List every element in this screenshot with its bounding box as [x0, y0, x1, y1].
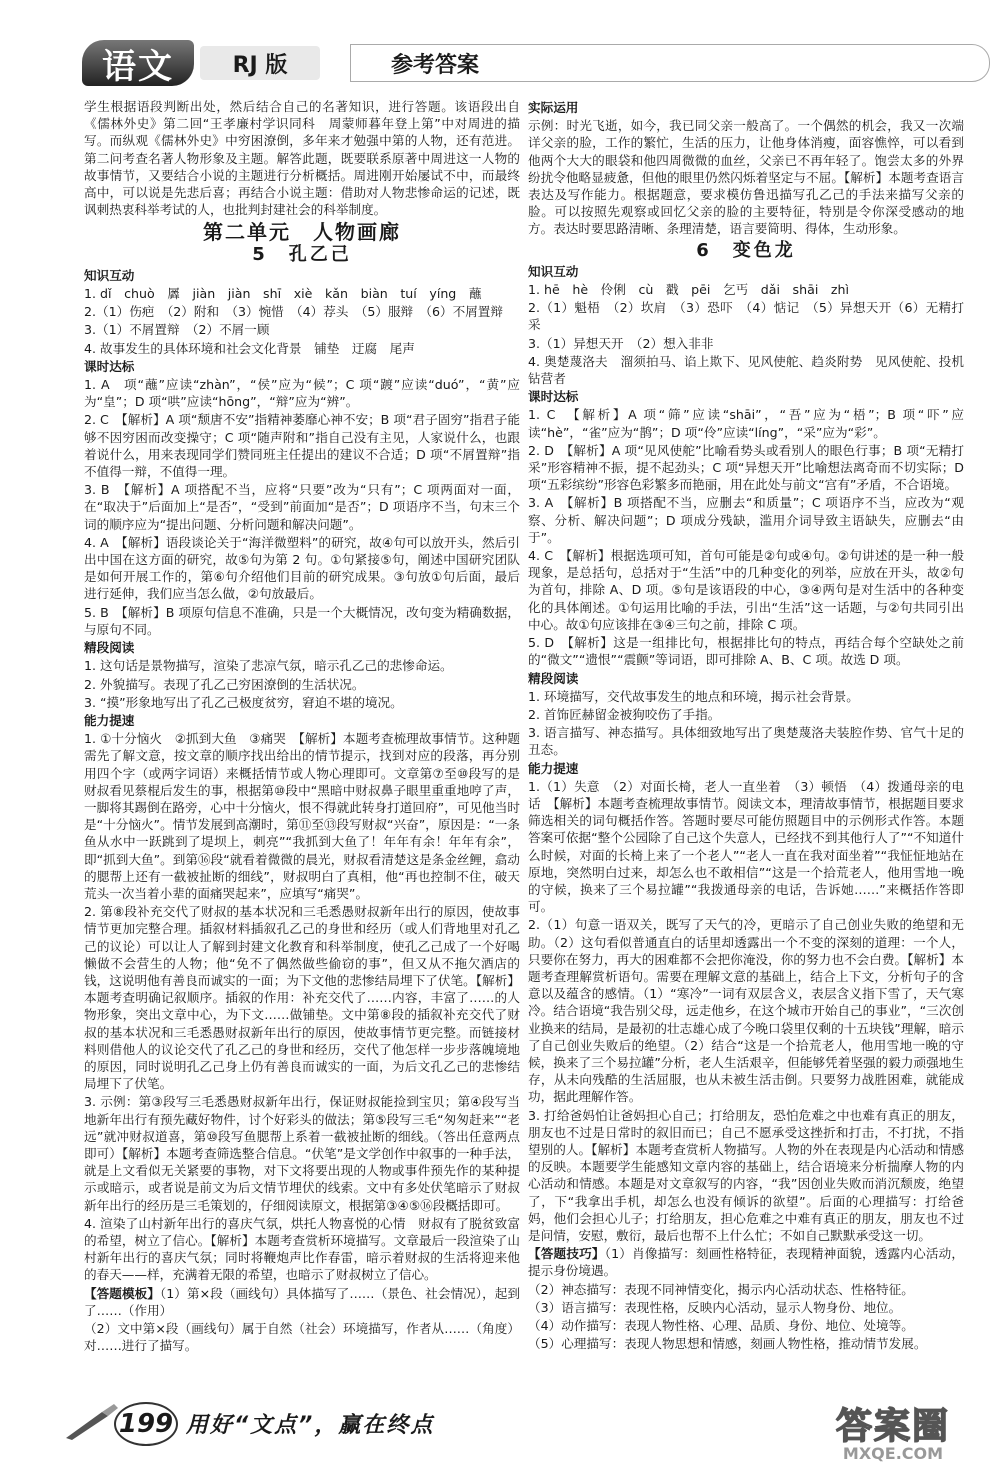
answer-item: 2.（1）伤疤 （2）附和 （3）惋惜 （4）荐头 （5）服辩 （6）不屑置辩 — [84, 304, 503, 320]
tips-label: 【答题技巧】 — [528, 1246, 605, 1262]
section-heading: 精段阅读 — [528, 670, 579, 686]
section-title: 参考答案 — [350, 44, 990, 82]
answer-item: 4. C 【解析】根据选项可知，首句可能是②句或④句。②句讲述的是一种一般现象，是总括句，总括对于“生活”中的几种变化的列举，应放在开头，故②句为首句，排除 A、D 项。⑤句是该语段的中心，③④两句是对生活中的各种变化的具体阐述。①句运用比喻的手法，引出“生活”这一话题，与②句共同引出中心。故①句应该排在③④三句之前，排除 C 项。 — [528, 548, 964, 632]
section-heading: 课时达标 — [528, 389, 579, 405]
tips-text: （1）肖像描写：刻画性格特征，表现精神面貌，透露内心活动，提示身份境遇。 — [528, 1246, 964, 1279]
answer-item: 示例：时光飞逝，如今，我已同父亲一般高了。一个偶然的机会，我又一次端详父亲的脸，工作的繁忙，生活的压力，让他身体消瘦，面容憔悴，可以看到他两个大大的眼袋和他四周微微的血丝，父亲已不再年轻了。饱尝太多的外界纷扰令他略显疲惫，但他的眼里仍然闪烁着坚定与不屈。【解析】本题考查语言表达及写作能力。根据题意，要求模仿鲁迅描写孔乙己的手法来描写父亲的脸。可以按照先观察或回忆父亲的脸的主要特征，特别是令你深受感动的地方。表达时要思路清晰、条理清楚，语言要简明、得体，生动形象。 — [528, 118, 964, 237]
template-label: 【答题模板】 — [84, 1285, 160, 1301]
answer-item: 5. B 【解析】B 项原句信息不准确，只是一个大概情况，改句变为精确数据，与原句不同。 — [84, 604, 520, 637]
section-heading: 能力提速 — [528, 760, 579, 776]
template-text: （1）第×段（画线句）具体描写了……（景色、社会情况），起到了……（作用） — [84, 1285, 520, 1318]
answer-item: 1.（1）失意 （2）对面长椅，老人一直坐着 （3）顿悟 （4）拨通母亲的电话 【解析】本题考查梳理故事情节。阅读文本，理清故事情节，根据题目要求筛选相关的词句概括作答。答题时要尽可能仿照题目中的示例形式作答。本题答案可依据“整个公园除了自己这个失意人，已经找不到其他行人了”“不知道什么时候，对面的长椅上来了一个老人”“老人一直在我对面坐着”“我怔怔地站在原地，突然明白过来，却怎么也不敢相信”“这是一个拾荒老人，他用雪地一晚的守候，换来了三个易拉罐”“我拨通母亲的电话，告诉她……”来概括作答即可。 — [528, 778, 964, 915]
answer-item: 4. 故事发生的具体环境和社会文化背景 铺垫 迂腐 尾声 — [84, 340, 415, 356]
page-footer — [62, 1396, 462, 1456]
answer-item: 2. D 【解析】A 项“见风使舵”比喻看势头或看别人的眼色行事；B 项“无精打采”形容精神不振，提不起劲头；C 项“异想天开”比喻想法离奇而不切实际；D 项“五彩缤纷”形容色彩繁多而艳丽，用在此处与前文“宫有”矛盾，不合语境。 — [528, 442, 964, 493]
footer-slogan: 用好“文点”，赢在终点 — [186, 1413, 435, 1438]
answer-item: 2.（1）魁梧 （2）坎肩 （3）恐吓 （4）惦记 （5）异想天开（6）无精打采 — [528, 300, 964, 333]
answer-item: 3. 语言描写、神态描写。具体细致地写出了奥楚蔑洛夫装腔作势、官气十足的丑态。 — [528, 725, 964, 758]
template-note: （2）文中第×段（画线句）属于自然（社会）环境描写，作者从……（角度）对……进行了描写。 — [84, 1321, 520, 1354]
right-column — [528, 98, 964, 1353]
answer-item: 2.（1）句意一语双关，既写了天气的冷，更暗示了自己创业失败的绝望和无助。（2）这句看似普通直白的话里却透露出一个不变的深刻的道理：一个人，只要你在努力，再大的困难都不会把你淹没，你的努力也不会白费。【解析】本题考查理解赏析语句。需要在理解文意的基础上，结合上下文，分析句子的含意以及蕴含的感情。（1）“寒冷”一词有双层含义，表层含义指下雪了，天气寒冷。结合语境“我告别父母，远走他乡，在这个城市开始自己的事业”，“三次创业换来的结局，是最初的壮志雄心成了今晚口袋里仅剩的十五块钱”理解，暗示了自己创业失败后的绝望。（2）结合“这是一个拾荒老人，他用雪地一晚的守候，换来了三个易拉罐”分析，老人生活艰辛，但能够凭着坚强的毅力顽强地生存，从未向残酷的生活屈服，也从未被生活击倒。只要努力战胜困难，就能成功，据此理解作答。 — [528, 917, 964, 1105]
tips-note: （4）动作描写：表现人物性格、心理、品质、身份、地位、处境等。 — [528, 1318, 914, 1334]
answer-item: 2. C 【解析】A 项“颓唐不安”指精神萎靡心神不安；B 项“君子固穷”指君子能够不因穷困而改变操守；C 项“随声附和”指自己没有主见，人家说什么，也跟着说什么，用来表现同学们赞同班主任提出的建议不合适；D 项“不屑置辩”指不值得一辩，不值得一理。 — [84, 412, 520, 480]
answer-item: 3. 示例：第③段写三毛悉愚财叔新年出行，保证财叔能捡到宝贝；第④段写当地新年出行有预先藏好物件，讨个好彩头的做法；第⑤段写三毛“匆匆赶来”“老远”就冲财叔道喜，第⑩段写鱼腮帮上系着一截被扯断的细线。（答出任意两点即可）【解析】本题考查筛选整合信息。“伏笔”是文学创作中叙事的一种手法，就是上文看似无关紧要的事物，对下文将要出现的人物或事件预先作的某种提示或暗示，或者说是前文为后文情节埋伏的线索。文中有多处伏笔暗示了财叔新年出行的经历是三毛策划的，仔细阅读原文，根据第③④⑤⑯段概括即可。 — [84, 1094, 520, 1213]
tips-note: （2）神态描写：表现不同神情变化，揭示内心活动状态、性格特征。 — [528, 1281, 914, 1297]
section-heading: 知识互动 — [528, 263, 579, 279]
unit-title: 第二单元 人物画廊 — [203, 220, 401, 245]
answer-item: 4. A 【解析】语段谈论关于“海洋微塑料”的研究，故④句可以放开头，然后引出中国在这方面的研究，故⑤句为第 2 句。①句紧接⑤句，阐述中国研究团队是如何开展工作的，第⑥句介绍他们目前的研究成果。③句放①句后面，最后进行延伸，我们应当怎么做，②句放最后。 — [84, 534, 520, 602]
subject-badge: 语文 — [82, 40, 194, 86]
answer-item: 4. 奥楚蔑洛夫 溜须拍马、谄上欺下、见风使舵、趋炎附势 见风使舵、投机钻营者 — [528, 353, 964, 387]
lesson-title: 5 孔乙己 — [252, 243, 352, 265]
answer-item: 3. A 【解析】B 项搭配不当，应删去“和质量”；C 项语序不当，应改为“观察、分析、解决问题”；D 项成分残缺，滥用介词导致主语缺失，应删去“由于”。 — [528, 495, 964, 545]
answer-item: 1. 这句话是景物描写，渲染了悲凉气氛，暗示孔乙己的悲惨命运。 — [84, 658, 453, 674]
section-heading: 知识互动 — [84, 267, 135, 283]
answer-item: 1. 环境描写，交代故事发生的地点和环境，揭示社会背景。 — [528, 688, 859, 704]
tips-note: （3）语言描写：表现性格，反映内心活动，显示人物身份、地位。 — [528, 1299, 902, 1315]
section-heading: 课时达标 — [84, 358, 135, 374]
watermark-url: MXQE.COM — [842, 1444, 944, 1463]
tips-note — [528, 1245, 964, 1279]
tips-note: （5）心理描写：表现人物思想和情感，刻画人物性格，推动情节发展。 — [528, 1336, 927, 1352]
answer-item: 2. 外貌描写。表现了孔乙己穷困潦倒的生活状况。 — [84, 676, 365, 692]
answer-item: 1. C 【解析】A 项“筛”应读“shāi”，“吾”应为“梧”；B 项“吓”应读“hè”，“雀”应为“鹊”；D 项“伶”应读“líng”，“采”应为“彩”。 — [528, 407, 964, 440]
pen-icon — [62, 1402, 122, 1442]
answer-item: 1. A 项“蘸”应读“zhàn”，“侯”应为“候”；C 项“踱”应读“duó”，“黄”应为“皇”；D 项“哄”应读“hōng”，“辩”应为“辨”。 — [84, 377, 520, 410]
edition-label: RJ 版 — [200, 46, 320, 80]
lesson-title: 6 变色龙 — [696, 239, 796, 261]
section-heading: 精段阅读 — [84, 640, 135, 656]
answer-item: 2. 第⑧段补充交代了财叔的基本状况和三毛悉愚财叔新年出行的原因，使故事情节更加完整合理。插叙材料插叙孔乙己的身世和经历（或人们背地里对孔乙己的议论）可以让人了解到封建文化教育和科举制度，使孔乙己成了一个好喝懒做不会营生的人物；他“免不了偶然做些偷窃的事”，但又从不拖欠酒店的钱，这说明他有善良而诚实的一面；为下文他的悲惨结局埋下了伏笔。【解析】本题考查明确记叙顺序。插叙的作用：补充交代了……内容，丰富了……的人物形象，突出文章中心，为下文……做铺垫。文中第⑧段的插叙补充交代了财叔的基本状况和三毛悉愚财叔新年出行的原因，使故事情节更完整。而链接材料则借他人的议论交代了孔乙己的身世和经历，交代了他怎样一步步落魄境地的原因，同时说明孔乙己身上仍有善良而诚实的一面，为后文孔乙己的悲惨结局埋下了伏笔。 — [84, 904, 520, 1092]
watermark — [808, 1398, 978, 1464]
answer-item: 2. 首饰匠赫留金被狗咬伤了手指。 — [528, 706, 721, 722]
answer-item: 4. 渲染了山村新年出行的喜庆气氛，烘托人物喜悦的心情 财叔有了脱贫致富的希望，树立了信心。【解析】本题考查赏析环境描写。文章最后一段渲染了山村新年出行的喜庆气氛；同时将鞭炮声比作春雷，暗示着财叔的生活将迎来他的春天——样，充满着无限的希望，也暗示了财叔树立了信心。 — [84, 1215, 520, 1283]
section-heading: 能力提速 — [84, 712, 135, 728]
watermark-title: 答案圈 — [835, 1406, 950, 1447]
answer-item: 3. B 【解析】A 项搭配不当，应将“只要”改为“只有”；C 项两面对一面，在“取决于”后面加上“是否”，“受到”前面加“是否”；D 项语序不当，句末三个词的顺序应为“提出问题、分析问题和解决问题”。 — [84, 482, 520, 532]
page-header — [60, 34, 980, 92]
answer-item: 3. “摸”形象地写出了孔乙己极度贫穷，窘迫不堪的境况。 — [84, 694, 403, 710]
intro-paragraph: 学生根据语段判断出处，然后结合自己的名著知识，进行答题。该语段出自《儒林外史》第二回“王孝廉村学识同科 周蒙师暮年登上第”中对周进的描写。而纵观《儒林外史》中穷困潦倒，多年来才勉强中第的人物，还有范进。第二问考查名著人物形象及主题。解答此题，既要联系原著中周进这一人物的故事情节，又要结合小说的主题进行分析概括。周进刚开始屡试不中，而最终高中，可以说是先悲后喜；再结合小说主题：借助对人物悲惨命运的记述，既讽刺热衷科举考试的人，也批判封建社会的科举制度。 — [84, 99, 520, 218]
left-column — [84, 98, 520, 1355]
answer-item: 1. ①十分恼火 ②抓到大鱼 ③痛哭 【解析】本题考查梳理故事情节。这种题需先了解文意，按文章的顺序找出给出的情节提示，找到对应的段落，再分别用四个字（或两字词语）来概括情节或人物心理即可。文章第⑦至⑩段写的是财叔看见蔡棍后发生的事，根据第⑩段中“黑暗中财叔鼻子眼里重重地哼了声，一脚将其踢倒在路旁，心中十分恼火，恨不得就此转身打道回府”，可见他当时是“十分恼火”。情节发展到高潮时，第⑪至⑬段写财叔“兴奋”，原因是：“一条鱼从水中一跃跳到了堤坝上，刺亮”“我抓到大鱼了！年年有余！年年有余”，即“抓到大鱼”。到第⑯段“就看着微微的晨光，财叔看清楚这是条金丝鲤，翕动的腮帮上还有一截被扯断的细线”，财叔明白了真相，他“再也控制不住，破天荒头一次当着小辈的面痛哭起来”，应填写“痛哭”。 — [84, 731, 520, 901]
answer-item: 5. D 【解析】这是一组排比句，根据排比句的特点，再结合每个空缺处之前的“微文”“遗恨”“震颤”等词语，即可排除 A、B、C 项。故选 D 项。 — [528, 635, 964, 668]
answer-item: 3.（1）不屑置辩 （2）不屑一顾 — [84, 322, 270, 338]
answer-item: 1. dǐ chuò 羼 jiàn jiàn shī xiè kǎn biàn tuí yíng 蘸 — [84, 286, 482, 302]
answer-item: 3. 打给爸妈怕让爸妈担心自己；打给朋友，恐怕危难之中也难有真正的朋友，朋友也不过是日常时的叙旧而已；自己不愿承受这挫折和打击，不打扰，不指望别的人。【解析】本题考查赏析人物描写。人物的外在表现是内心活动和情感的反映。本题要学生能感知文章内容的基础上，结合语境来分析揣摩人物的内心活动和情感。本题是对文章叙写的内容，“我”因创业失败而消沉颓废，绝望了，下“我拿出手机，却怎么也没有倾诉的欲望”。后面的心理描写：打给爸妈，他们会担心儿子；打给朋友，担心危难之中难有真正的朋友，朋友也不过是问情，安慰，敷衍，最后也帮不上什么忙；不如自己默默承受这一切。 — [528, 1107, 964, 1243]
template-note — [84, 1285, 520, 1319]
answer-item: 3.（1）异想天开 （2）想入非非 — [528, 335, 714, 351]
page-number: 199 — [114, 1402, 178, 1446]
answer-item: 1. hē hè 伶俐 cù 戳 pēi 乞丐 dǎi shāi zhì — [528, 282, 849, 298]
section-heading: 实际运用 — [528, 100, 579, 115]
